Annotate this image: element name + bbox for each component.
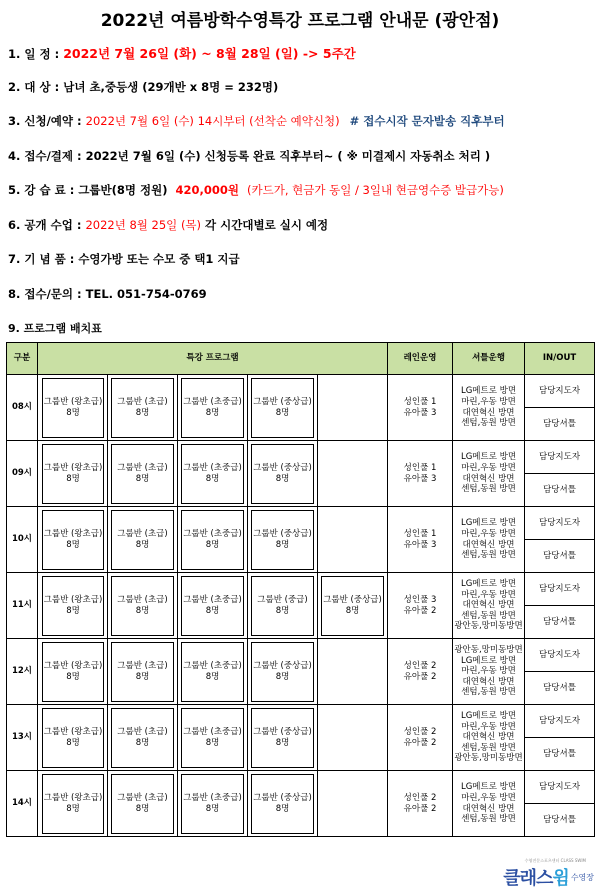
- in-cell: 담당지도자: [525, 639, 595, 672]
- class-box: [181, 378, 244, 438]
- in-cell: 담당지도자: [525, 705, 595, 738]
- class-name: 그룹반 (초중급): [183, 726, 242, 737]
- shuttle-line: 광안동,망미동방면: [454, 621, 523, 632]
- class-box: [181, 774, 244, 834]
- shuttle-line: 대연혁신 방면: [462, 539, 515, 550]
- shuttle-line: 센텀,동원 방면: [461, 814, 516, 825]
- class-cell: [108, 639, 178, 705]
- class-box: [181, 642, 244, 702]
- time-cell: 10시: [7, 507, 38, 573]
- class-count: 8명: [66, 605, 80, 616]
- class-count: 8명: [345, 605, 360, 616]
- class-cell: [318, 573, 388, 639]
- class-count: 8명: [275, 803, 290, 814]
- shuttle-line: 마린,우동 방면: [461, 666, 516, 677]
- class-name: 그룹반 (왕초급): [43, 660, 103, 671]
- class-cell: [178, 375, 248, 441]
- class-cell: [178, 705, 248, 771]
- class-cell: [248, 639, 318, 705]
- info-value: 2022년 7월 26일 (화) ~ 8월 28일 (일) -> 5주간: [63, 46, 356, 61]
- schedule-row: [7, 375, 595, 408]
- lane-line: 유아풀 3: [403, 473, 437, 484]
- section-title: 9. 프로그램 배치표: [8, 322, 102, 335]
- class-cell: [108, 375, 178, 441]
- class-count: 8명: [205, 737, 220, 748]
- shuttle-line: 센텀,동원 방면: [461, 418, 516, 429]
- class-count: 8명: [205, 539, 220, 550]
- out-cell: 담당셔틀: [525, 474, 595, 507]
- class-name: 그룹반 (초중급): [183, 528, 242, 539]
- info-label: 2. 대 상 :: [8, 80, 60, 94]
- shuttle-cell: [453, 771, 525, 837]
- out-cell: 담당셔틀: [525, 738, 595, 771]
- header-program: 특강 프로그램: [38, 343, 388, 375]
- info-gift: [8, 251, 240, 267]
- class-cell: [38, 705, 108, 771]
- class-name: 그룹반 (초중급): [183, 594, 242, 605]
- shuttle-line: 광안동,망미동방면: [454, 644, 523, 655]
- lane-line: 유아풀 3: [403, 407, 437, 418]
- info-period: [8, 44, 356, 62]
- info-rest: 각 시간대별로 실시 예정: [205, 218, 329, 232]
- class-count: 8명: [135, 539, 150, 550]
- shuttle-line: LG메트로 방면: [460, 578, 517, 589]
- info-fee: [8, 182, 504, 198]
- lane-cell: [388, 507, 453, 573]
- class-box: [251, 576, 314, 636]
- class-name: 그룹반 (중상급): [253, 462, 312, 473]
- class-cell: [38, 639, 108, 705]
- info-price: 420,000원: [175, 183, 240, 197]
- shuttle-line: 대연혁신 방면: [462, 473, 515, 484]
- shuttle-line: 대연혁신 방면: [462, 803, 515, 814]
- info-value: 수영가방 또는 수모 중 택1 지급: [78, 252, 240, 266]
- class-name: 그룹반 (초중급): [183, 462, 242, 473]
- class-box: [111, 774, 174, 834]
- shuttle-line: 센텀,동원 방면: [461, 742, 516, 753]
- out-cell: 담당셔틀: [525, 672, 595, 705]
- out-cell: 담당셔틀: [525, 804, 595, 837]
- class-cell: [248, 573, 318, 639]
- class-name: 그룹반 (초급): [117, 528, 168, 539]
- info-label: 3. 신청/예약 :: [8, 114, 82, 128]
- logo-wordmark: [503, 864, 569, 890]
- shuttle-line: 마린,우동 방면: [461, 792, 516, 803]
- info-label: 6. 공개 수업 :: [8, 218, 82, 232]
- class-name: 그룹반 (초급): [117, 792, 168, 803]
- info-label: 1. 일 정 :: [8, 47, 60, 61]
- shuttle-line: LG메트로 방면: [460, 518, 517, 529]
- lane-line: 유아풀 2: [403, 737, 437, 748]
- logo-tagline: 수영전문스포츠센터 CLASS SWIM: [524, 858, 586, 863]
- class-name: 그룹반 (초중급): [183, 660, 242, 671]
- info-date: 2022년 8월 25일 (목): [85, 218, 202, 232]
- out-cell: 담당셔틀: [525, 408, 595, 441]
- class-name: 그룹반 (중상급): [253, 726, 312, 737]
- class-cell: [178, 507, 248, 573]
- class-cell: [38, 771, 108, 837]
- class-cell: [248, 375, 318, 441]
- class-box: [42, 774, 104, 834]
- logo-suffix: 수영장: [570, 872, 594, 882]
- class-box: [111, 444, 174, 504]
- schedule-row: [7, 771, 595, 804]
- shuttle-line: LG메트로 방면: [460, 452, 517, 463]
- lane-line: 유아풀 3: [403, 539, 437, 550]
- class-count: 8명: [66, 737, 80, 748]
- time-cell: 13시: [7, 705, 38, 771]
- info-open-class: [8, 217, 328, 233]
- class-box: [111, 642, 174, 702]
- info-value: TEL. 051-754-0769: [85, 287, 207, 301]
- schedule-row: [7, 507, 595, 540]
- page-title: 2022년 여름방학수영특강 프로그램 안내문 (광안점): [100, 11, 500, 31]
- class-count: 8명: [66, 473, 80, 484]
- empty-class-cell: [318, 771, 388, 837]
- class-name: 그룹반 (초급): [117, 726, 168, 737]
- class-count: 8명: [275, 737, 290, 748]
- class-count: 8명: [205, 605, 220, 616]
- class-name: 그룹반 (중상급): [253, 528, 312, 539]
- class-count: 8명: [205, 473, 220, 484]
- time-cell: 14시: [7, 771, 38, 837]
- class-name: 그룹반 (왕초급): [43, 594, 103, 605]
- info-label: 8. 접수/문의 :: [8, 287, 82, 301]
- empty-class-cell: [318, 507, 388, 573]
- time-cell: 11시: [7, 573, 38, 639]
- time-cell: 09시: [7, 441, 38, 507]
- empty-class-cell: [318, 705, 388, 771]
- in-cell: 담당지도자: [525, 507, 595, 540]
- class-box: [181, 708, 244, 768]
- class-count: 8명: [275, 473, 290, 484]
- shuttle-line: LG메트로 방면: [460, 655, 517, 666]
- shuttle-line: 센텀,동원 방면: [461, 687, 516, 698]
- class-count: 8명: [135, 803, 150, 814]
- shuttle-line: 센텀,동원 방면: [461, 550, 516, 561]
- shuttle-line: 센텀,동원 방면: [461, 610, 516, 621]
- shuttle-line: LG메트로 방면: [460, 782, 517, 793]
- class-count: 8명: [66, 803, 80, 814]
- header-inout: IN/OUT: [525, 343, 595, 375]
- class-box: [181, 576, 244, 636]
- class-count: 8명: [205, 803, 220, 814]
- class-count: 8명: [275, 671, 290, 682]
- class-name: 그룹반 (왕초급): [43, 792, 103, 803]
- lane-line: 성인풀 2: [403, 660, 437, 671]
- class-box: [321, 576, 384, 636]
- header-division: 구분: [7, 343, 38, 375]
- schedule-row: [7, 639, 595, 672]
- schedule-row: [7, 705, 595, 738]
- shuttle-line: 광안동,망미동방면: [454, 753, 523, 764]
- lane-line: 성인풀 3: [403, 594, 437, 605]
- brand-logo: [503, 858, 594, 890]
- class-count: 8명: [275, 605, 290, 616]
- shuttle-cell: [453, 375, 525, 441]
- out-cell: 담당셔틀: [525, 540, 595, 573]
- class-cell: [38, 573, 108, 639]
- shuttle-line: 대연혁신 방면: [462, 732, 515, 743]
- class-name: 그룹반 (중상급): [253, 792, 312, 803]
- class-name: 그룹반 (초급): [117, 396, 168, 407]
- shuttle-line: 대연혁신 방면: [462, 600, 515, 611]
- info-contact: [8, 286, 207, 302]
- info-label: 7. 기 념 품 :: [8, 252, 75, 266]
- lane-line: 성인풀 2: [403, 792, 437, 803]
- class-count: 8명: [205, 407, 220, 418]
- shuttle-cell: [453, 705, 525, 771]
- in-cell: 담당지도자: [525, 573, 595, 606]
- class-name: 그룹반 (중상급): [253, 660, 312, 671]
- header-lane: 레인운영: [388, 343, 453, 375]
- shuttle-line: LG메트로 방면: [460, 386, 517, 397]
- class-cell: [38, 507, 108, 573]
- class-cell: [178, 639, 248, 705]
- out-cell: 담당셔틀: [525, 606, 595, 639]
- class-cell: [38, 441, 108, 507]
- class-box: [251, 774, 314, 834]
- class-name: 그룹반 (초급): [117, 660, 168, 671]
- class-name: 그룹반 (초중급): [183, 396, 242, 407]
- info-label: 4. 접수/결제 :: [8, 149, 82, 163]
- info-target: [8, 79, 278, 95]
- lane-line: 성인풀 1: [403, 462, 437, 473]
- class-box: [42, 576, 104, 636]
- lane-cell: [388, 375, 453, 441]
- info-payment: [8, 148, 490, 164]
- class-cell: [108, 771, 178, 837]
- lane-cell: [388, 573, 453, 639]
- info-group: 그룹반(8명 정원): [78, 183, 168, 197]
- shuttle-line: 마린,우동 방면: [461, 721, 516, 732]
- lane-line: 성인풀 2: [403, 726, 437, 737]
- lane-line: 유아풀 2: [403, 605, 437, 616]
- in-cell: 담당지도자: [525, 375, 595, 408]
- shuttle-line: 마린,우동 방면: [461, 528, 516, 539]
- class-count: 8명: [66, 539, 80, 550]
- class-name: 그룹반 (왕초급): [43, 462, 103, 473]
- info-note: # 접수시작 문자발송 직후부터: [349, 114, 505, 128]
- shuttle-cell: [453, 441, 525, 507]
- schedule-row: [7, 441, 595, 474]
- shuttle-line: LG메트로 방면: [460, 710, 517, 721]
- class-cell: [108, 573, 178, 639]
- class-box: [251, 708, 314, 768]
- class-name: 그룹반 (중상급): [253, 396, 312, 407]
- class-box: [251, 642, 314, 702]
- class-cell: [108, 507, 178, 573]
- class-box: [181, 510, 244, 570]
- in-cell: 담당지도자: [525, 441, 595, 474]
- class-box: [251, 378, 314, 438]
- class-cell: [248, 705, 318, 771]
- info-detail: (카드가, 현금가 동일 / 3일내 현금영수증 발급가능): [247, 183, 504, 197]
- class-box: [111, 576, 174, 636]
- shuttle-line: 마린,우동 방면: [461, 589, 516, 600]
- lane-line: 유아풀 2: [403, 671, 437, 682]
- class-count: 8명: [275, 407, 290, 418]
- class-count: 8명: [135, 407, 150, 418]
- schedule-row: [7, 573, 595, 606]
- class-box: [42, 510, 104, 570]
- shuttle-cell: [453, 573, 525, 639]
- shuttle-line: 마린,우동 방면: [461, 462, 516, 473]
- info-apply: [8, 113, 505, 129]
- empty-class-cell: [318, 375, 388, 441]
- class-count: 8명: [135, 605, 150, 616]
- class-box: [181, 444, 244, 504]
- lane-cell: [388, 441, 453, 507]
- class-cell: [248, 441, 318, 507]
- shuttle-line: 센텀,동원 방면: [461, 484, 516, 495]
- class-box: [111, 510, 174, 570]
- header-shuttle: 셔틀운행: [453, 343, 525, 375]
- class-box: [251, 510, 314, 570]
- class-cell: [108, 441, 178, 507]
- lane-cell: [388, 639, 453, 705]
- lane-line: 유아풀 2: [403, 803, 437, 814]
- class-box: [111, 708, 174, 768]
- class-name: 그룹반 (왕초급): [43, 528, 103, 539]
- shuttle-line: 대연혁신 방면: [462, 676, 515, 687]
- empty-class-cell: [318, 441, 388, 507]
- class-cell: [108, 705, 178, 771]
- class-cell: [248, 771, 318, 837]
- class-box: [111, 378, 174, 438]
- info-value: 2022년 7월 6일 (수) 신청등록 완료 직후부터~ ( ※ 미결제시 자동취소 처리 ): [85, 149, 491, 163]
- shuttle-line: 대연혁신 방면: [462, 407, 515, 418]
- lane-cell: [388, 771, 453, 837]
- info-label: 5. 강 습 료 :: [8, 183, 75, 197]
- class-box: [42, 444, 104, 504]
- class-box: [42, 642, 104, 702]
- info-value: 남녀 초,중등생 (29개반 x 8명 = 232명): [63, 80, 279, 94]
- class-name: 그룹반 (중급): [257, 594, 308, 605]
- shuttle-cell: [453, 507, 525, 573]
- shuttle-cell: [453, 639, 525, 705]
- class-cell: [178, 771, 248, 837]
- schedule-body: [7, 375, 595, 837]
- class-name: 그룹반 (초중급): [183, 792, 242, 803]
- time-cell: 12시: [7, 639, 38, 705]
- class-box: [42, 708, 104, 768]
- class-name: 그룹반 (왕초급): [43, 726, 103, 737]
- class-name: 그룹반 (왕초급): [43, 396, 103, 407]
- class-count: 8명: [135, 737, 150, 748]
- lane-line: 성인풀 1: [403, 396, 437, 407]
- class-name: 그룹반 (중상급): [323, 594, 382, 605]
- class-name: 그룹반 (초급): [117, 462, 168, 473]
- class-count: 8명: [275, 539, 290, 550]
- lane-line: 성인풀 1: [403, 528, 437, 539]
- info-value: 2022년 7월 6일 (수) 14시부터 (선착순 예약신청): [85, 114, 340, 128]
- shuttle-line: 마린,우동 방면: [461, 396, 516, 407]
- class-cell: [178, 441, 248, 507]
- class-box: [251, 444, 314, 504]
- in-cell: 담당지도자: [525, 771, 595, 804]
- schedule-table: [6, 342, 595, 837]
- class-name: 그룹반 (초급): [117, 594, 168, 605]
- class-count: 8명: [66, 407, 80, 418]
- class-cell: [178, 573, 248, 639]
- class-count: 8명: [205, 671, 220, 682]
- logo-brand-b: 윔: [552, 868, 569, 889]
- class-count: 8명: [66, 671, 80, 682]
- class-count: 8명: [135, 671, 150, 682]
- time-cell: 08시: [7, 375, 38, 441]
- logo-brand-a: 클래스: [503, 868, 553, 889]
- empty-class-cell: [318, 639, 388, 705]
- class-count: 8명: [135, 473, 150, 484]
- class-cell: [248, 507, 318, 573]
- lane-cell: [388, 705, 453, 771]
- class-cell: [38, 375, 108, 441]
- class-box: [42, 378, 104, 438]
